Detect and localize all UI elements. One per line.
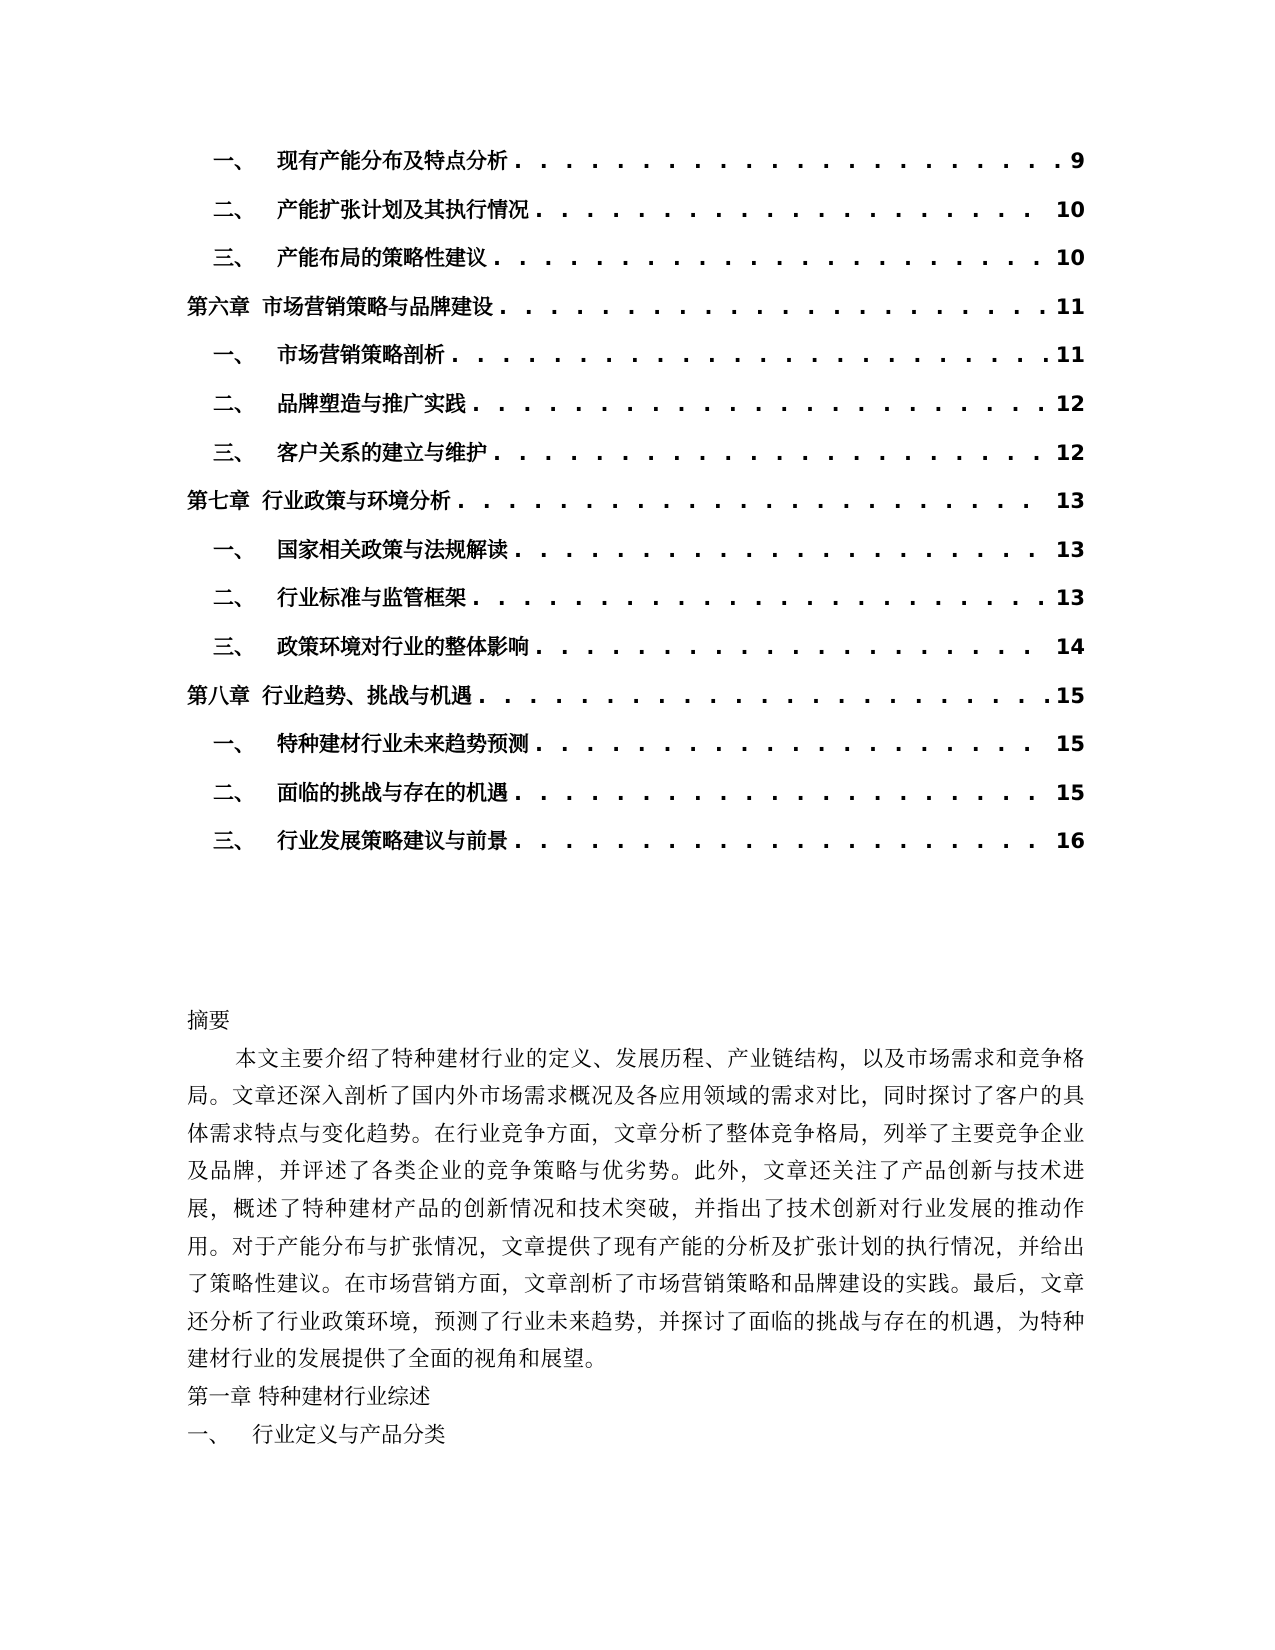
toc-entry-number: 三、 [213, 440, 255, 465]
toc-entry-page: 15 [1055, 732, 1085, 757]
toc-leader-dots [514, 781, 1050, 805]
toc-entry[interactable] [187, 631, 1085, 680]
toc-entry-number: 三、 [213, 829, 255, 854]
toc-entry-number: 一、 [213, 149, 255, 173]
toc-entry[interactable] [187, 825, 1085, 874]
toc-entry-page: 13 [1055, 489, 1085, 514]
toc-entry-page: 11 [1055, 294, 1085, 319]
toc-entry-title: 行业标准与监管框架 [277, 586, 466, 611]
toc-leader-dots [499, 295, 1050, 319]
toc-entry[interactable] [187, 534, 1085, 583]
toc-leader-dots [478, 684, 1050, 708]
toc-chapter-entry[interactable] [187, 291, 1085, 340]
toc-entry-page: 13 [1055, 586, 1085, 611]
toc-leader-dots [535, 732, 1050, 756]
toc-leader-dots [514, 538, 1050, 562]
toc-entry-title: 市场营销策略与品牌建设 [262, 294, 493, 319]
chapter-heading [187, 1379, 1085, 1417]
toc-entry[interactable] [187, 582, 1085, 631]
toc-entry-number: 三、 [213, 634, 255, 659]
toc-entry-page: 15 [1055, 683, 1085, 708]
toc-entry-page: 9 [1070, 149, 1085, 173]
toc-entry-number: 二、 [213, 586, 255, 611]
toc-entry-title: 品牌塑造与推广实践 [277, 391, 466, 416]
toc-entry-page: 12 [1055, 391, 1085, 416]
toc-entry-number: 一、 [213, 537, 255, 562]
toc-entry-number: 第七章 [187, 489, 250, 514]
toc-entry[interactable] [187, 339, 1085, 388]
toc-entry-page: 12 [1055, 440, 1085, 465]
toc-entry-number: 第八章 [187, 683, 250, 708]
abstract-heading: 摘要 [187, 1009, 231, 1034]
toc-entry-page: 16 [1055, 829, 1085, 854]
toc-entry-title: 国家相关政策与法规解读 [277, 537, 508, 562]
toc-entry-title: 行业政策与环境分析 [262, 489, 451, 514]
toc-entry-number: 二、 [213, 391, 255, 416]
section-heading [187, 1417, 1085, 1455]
toc-chapter-entry[interactable] [187, 680, 1085, 729]
toc-leader-dots [472, 586, 1050, 610]
toc-entry[interactable] [187, 388, 1085, 437]
toc-entry-title: 面临的挑战与存在的机遇 [277, 780, 508, 805]
toc-entry[interactable] [187, 728, 1085, 777]
toc-entry[interactable] [187, 145, 1085, 194]
toc-entry[interactable] [187, 194, 1085, 243]
toc-entry-page: 10 [1055, 197, 1085, 222]
toc-entry-number: 二、 [213, 197, 255, 222]
toc-leader-dots [493, 441, 1050, 465]
toc-entry-number: 一、 [213, 732, 255, 757]
toc-entry[interactable] [187, 437, 1085, 486]
toc-entry-page: 11 [1055, 343, 1085, 368]
abstract-paragraph: 本文主要介绍了特种建材行业的定义、发展历程、产业链结构，以及市场需求和竞争格局。文章还深入剖析了国内外市场需求概况及各应用领域的需求对比，同时探讨了客户的具体需求特点与变化趋势。在行业竞争方面，文章分析了整体竞争格局，列举了主要竞争企业及品牌，并评述了各类企业的竞争策略与优劣势。此外，文章还关注了产品创新与技术进展，概述了特种建材产品的创新情况和技术突破，并指出了技术创新对行业发展的推动作用。对于产能分布与扩张情况，文章提供了现有产能的分析及扩张计划的执行情况，并给出了策略性建议。在市场营销方面，文章剖析了市场营销策略和品牌建设的实践。最后，文章还分析了行业政策环境，预测了行业未来趋势，并探讨了面临的挑战与存在的机遇，为特种建材行业的发展提供了全面的视角和展望。 [187, 1046, 1085, 1373]
toc-entry-number: 三、 [213, 246, 255, 271]
toc-entry-title: 现有产能分布及特点分析 [277, 149, 508, 173]
toc-entry-title: 行业趋势、挑战与机遇 [262, 683, 472, 708]
toc-chapter-entry[interactable] [187, 485, 1085, 534]
toc-leader-dots [472, 392, 1050, 416]
toc-entry-number: 第六章 [187, 294, 250, 319]
toc-entry-page: 10 [1055, 246, 1085, 271]
section-title: 行业定义与产品分类 [252, 1422, 446, 1448]
toc-entry-page: 13 [1055, 537, 1085, 562]
chapter-number: 第一章 [187, 1384, 252, 1410]
document-body [187, 1003, 1085, 1454]
toc-entry[interactable] [187, 777, 1085, 826]
toc-entry-title: 客户关系的建立与维护 [277, 440, 487, 465]
chapter-title: 特种建材行业综述 [258, 1384, 431, 1410]
toc-entry-page: 15 [1055, 780, 1085, 805]
table-of-contents [187, 145, 1085, 874]
toc-entry[interactable] [187, 242, 1085, 291]
toc-leader-dots [457, 489, 1050, 513]
toc-entry-title: 行业发展策略建议与前景 [277, 829, 508, 854]
toc-entry-page: 14 [1055, 634, 1085, 659]
toc-leader-dots [514, 149, 1064, 173]
toc-entry-title: 特种建材行业未来趋势预测 [277, 732, 529, 757]
toc-entry-number: 二、 [213, 780, 255, 805]
toc-entry-title: 市场营销策略剖析 [277, 343, 445, 368]
toc-leader-dots [451, 343, 1050, 367]
toc-entry-title: 政策环境对行业的整体影响 [277, 634, 529, 659]
toc-leader-dots [514, 829, 1050, 853]
section-number: 一、 [187, 1422, 231, 1448]
toc-entry-title: 产能布局的策略性建议 [277, 246, 487, 271]
toc-leader-dots [535, 198, 1050, 222]
toc-leader-dots [493, 246, 1050, 270]
toc-leader-dots [535, 635, 1050, 659]
toc-entry-title: 产能扩张计划及其执行情况 [277, 197, 529, 222]
toc-entry-number: 一、 [213, 343, 255, 368]
